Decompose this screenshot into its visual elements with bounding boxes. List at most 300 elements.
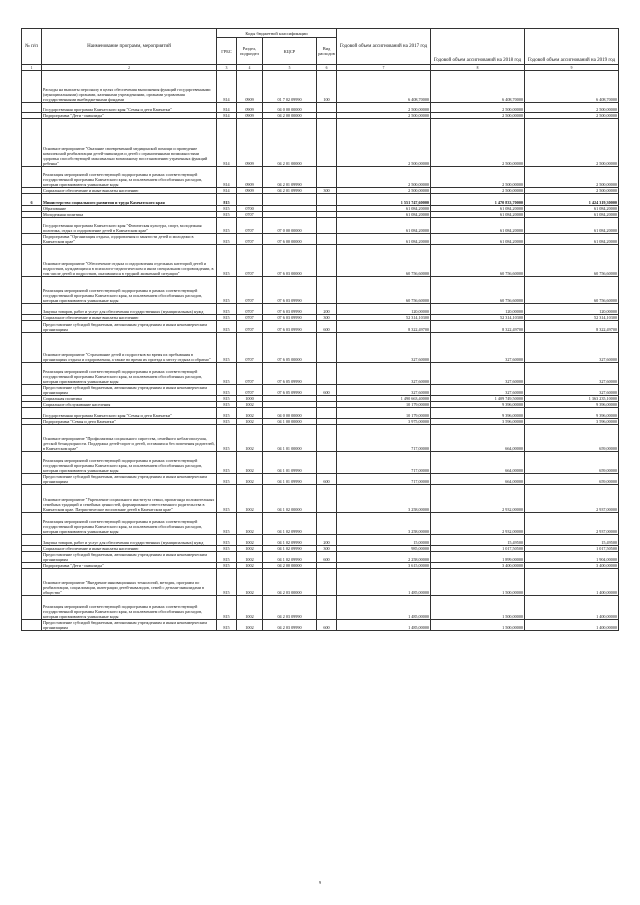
header-ksr: КЦСР [263, 38, 317, 65]
row-amount-2019: 659,00000 [525, 474, 619, 485]
row-grbs: 815 [217, 363, 237, 385]
row-amount-2017: 10 179,00000 [337, 402, 431, 408]
row-amount-2017: 2 500,00000 [337, 113, 431, 119]
row-number [22, 363, 42, 385]
row-razdel: 1002 [237, 546, 263, 552]
row-amount-2019: 1 400,00000 [525, 620, 619, 631]
budget-table [21, 28, 619, 631]
table-row [22, 425, 619, 452]
row-amount-2019: 61 084,20000 [525, 218, 619, 234]
row-name: Подпрограмма "Семья и дети Камчатки" [42, 419, 217, 425]
table-row [22, 596, 619, 620]
row-amount-2017: 717,00000 [337, 474, 431, 485]
row-amount-2018: 327,60000 [431, 333, 525, 363]
row-razdel: 0707 [237, 385, 263, 396]
row-amount-2017: 10 179,00000 [337, 408, 431, 419]
row-ksr: 07 6 00 00000 [263, 234, 317, 245]
budget-table-sheet [21, 28, 618, 631]
row-amount-2018: 15,49500 [431, 535, 525, 546]
row-name: Социальное обеспечение и иные выплаты населению [42, 188, 217, 194]
table-row [22, 552, 619, 563]
row-name: Расходы на выплаты персоналу в целях обеспечения выполнения функций государственными (муниципальными) органами, казенными учреждениями, органами управления государственными внебюджетными фондами [42, 71, 217, 103]
page-number: 9 [318, 880, 322, 885]
row-number [22, 119, 42, 167]
row-amount-2017: 1 551 747,60000 [337, 194, 431, 206]
row-amount-2018: 664,00000 [431, 474, 525, 485]
row-grbs: 815 [217, 206, 237, 212]
table-row [22, 408, 619, 419]
table-row [22, 304, 619, 315]
row-razdel: 0909 [237, 113, 263, 119]
row-number [22, 234, 42, 245]
row-amount-2018: 664,00000 [431, 452, 525, 474]
row-amount-2017: 61 084,20000 [337, 206, 431, 212]
row-name: Государственная программа Камчатского края "Физическая культура, спорт, молодежная политика, отдых и оздоровление детей в Камчатском крае" [42, 218, 217, 234]
row-razdel: 1002 [237, 425, 263, 452]
row-amount-2019: 52 314,10300 [525, 315, 619, 321]
row-razdel: 0909 [237, 71, 263, 103]
row-grbs: 815 [217, 569, 237, 596]
row-grbs: 815 [217, 245, 237, 277]
row-ksr: 07 6 03 09990 [263, 315, 317, 321]
row-vr: 100 [317, 71, 337, 103]
row-razdel: 0909 [237, 119, 263, 167]
row-grbs: 815 [217, 396, 237, 402]
row-amount-2017: 61 084,20000 [337, 218, 431, 234]
row-name: Подпрограмма "Организация отдыха, оздоровления и занятости детей и молодежи в Камчатском крае" [42, 234, 217, 245]
row-amount-2018: 1 500,00000 [431, 596, 525, 620]
column-index: 2 [42, 65, 217, 71]
row-name: Закупка товаров, работ и услуг для обеспечения государственных (муниципальных) нужд [42, 535, 217, 546]
row-amount-2019: 61 084,20000 [525, 212, 619, 218]
row-amount-2018: 3 400,00000 [431, 563, 525, 569]
row-amount-2018: 1 500,00000 [431, 620, 525, 631]
row-vr [317, 245, 337, 277]
table-row [22, 485, 619, 513]
row-vr [317, 485, 337, 513]
row-amount-2019: 659,00000 [525, 425, 619, 452]
row-ksr: 04 1 00 00000 [263, 419, 317, 425]
row-razdel: 1002 [237, 419, 263, 425]
row-grbs: 815 [217, 452, 237, 474]
header-2017: Годовой объем ассигнований на 2017 год [337, 29, 431, 65]
row-amount-2018: 61 084,20000 [431, 234, 525, 245]
row-vr [317, 425, 337, 452]
row-amount-2018: 6 408,70000 [431, 71, 525, 103]
row-amount-2019: 6 408,70000 [525, 71, 619, 103]
row-grbs: 814 [217, 103, 237, 113]
row-ksr: 07 6 03 00000 [263, 245, 317, 277]
row-razdel: 0700 [237, 206, 263, 212]
row-amount-2018: 9 396,00000 [431, 402, 525, 408]
row-amount-2017: 3 258,00000 [337, 485, 431, 513]
row-ksr: 04 1 01 09990 [263, 474, 317, 485]
row-ksr: 04 2 00 00000 [263, 563, 317, 569]
row-amount-2018: 61 084,20000 [431, 212, 525, 218]
row-amount-2017: 61 084,20000 [337, 212, 431, 218]
row-grbs: 815 [217, 402, 237, 408]
row-razdel: 0909 [237, 167, 263, 188]
header-2018: Годовой объем ассигнований на 2018 год [431, 29, 525, 65]
row-amount-2019: 61 084,20000 [525, 206, 619, 212]
row-vr [317, 333, 337, 363]
row-number [22, 620, 42, 631]
row-razdel: 1002 [237, 620, 263, 631]
row-number [22, 304, 42, 315]
row-amount-2017: 1 490 663,40000 [337, 396, 431, 402]
row-grbs: 815 [217, 425, 237, 452]
row-ksr: 04 2 03 09990 [263, 620, 317, 631]
row-amount-2018: 60 756,60000 [431, 277, 525, 304]
row-amount-2019: 8 322,49700 [525, 321, 619, 333]
row-name: Социальное обеспечение и иные выплаты населению [42, 315, 217, 321]
row-razdel: 0707 [237, 234, 263, 245]
row-amount-2019: 1 017,50500 [525, 546, 619, 552]
row-amount-2018: 8 322,49700 [431, 321, 525, 333]
row-grbs: 815 [217, 408, 237, 419]
row-name: Образование [42, 206, 217, 212]
row-name: Реализация мероприятий соответствующей подпрограммы в рамках соответствующей государственной программы Камчатского края, за исключением обособленных расходов, которым присваиваются уникальные коды [42, 167, 217, 188]
row-amount-2017: 1 485,00000 [337, 620, 431, 631]
row-number: 6 [22, 194, 42, 206]
row-name: Молодежная политика [42, 212, 217, 218]
row-razdel: 1002 [237, 408, 263, 419]
row-name: Основное мероприятие "Внедрение инновационных технологий, методик, программ по реабилитации, социализации, интеграции детей-инвалидов, семей с детьми-инвалидами в общество" [42, 569, 217, 596]
row-grbs: 815 [217, 304, 237, 315]
table-row [22, 234, 619, 245]
row-razdel: 0707 [237, 218, 263, 234]
table-row [22, 167, 619, 188]
row-name: Основное мероприятие "Оказание своевременной медицинской помощи и проведение комплексной реабилитации детей-инвалидов и детей с ограниченными возможностями здоровья способствующей максимально возможному восстановлению утраченных функций ребенка" [42, 119, 217, 167]
row-amount-2017: 717,00000 [337, 452, 431, 474]
row-ksr: 04 0 00 00000 [263, 408, 317, 419]
row-amount-2018: 664,00000 [431, 425, 525, 452]
row-amount-2017: 3 258,00000 [337, 513, 431, 535]
row-grbs: 814 [217, 113, 237, 119]
row-amount-2019: 2 500,00000 [525, 113, 619, 119]
row-vr [317, 234, 337, 245]
row-ksr: 04 1 02 09990 [263, 513, 317, 535]
row-razdel: 1002 [237, 474, 263, 485]
row-grbs: 815 [217, 321, 237, 333]
row-name: Реализация мероприятий соответствующей подпрограммы в рамках соответствующей государственной программы Камчатского края, за исключением обособленных расходов, которым присваиваются уникальные коды [42, 277, 217, 304]
row-vr: 300 [317, 188, 337, 194]
row-grbs: 815 [217, 563, 237, 569]
row-amount-2019: 60 756,60000 [525, 277, 619, 304]
row-vr [317, 408, 337, 419]
row-ksr: 04 2 00 00000 [263, 113, 317, 119]
row-amount-2018: 2 500,00000 [431, 188, 525, 194]
row-ksr: 04 2 03 09990 [263, 596, 317, 620]
row-name: Предоставление субсидий бюджетным, автономным учреждениям и иным некоммерческим организациям [42, 620, 217, 631]
row-amount-2017: 2 500,00000 [337, 188, 431, 194]
row-grbs: 815 [217, 333, 237, 363]
row-number [22, 552, 42, 563]
row-ksr: 04 1 01 00000 [263, 425, 317, 452]
row-name: Социальное обеспечение и иные выплаты населению [42, 546, 217, 552]
table-row [22, 333, 619, 363]
row-razdel: 0707 [237, 363, 263, 385]
row-amount-2017: 1 485,00000 [337, 596, 431, 620]
row-name: Социальная политика [42, 396, 217, 402]
row-name: Реализация мероприятий соответствующей подпрограммы в рамках соответствующей государственной программы Камчатского края, за исключением обособленных расходов, которым присваиваются уникальные коды [42, 363, 217, 385]
header-razdel: Раздел, подраздел [237, 38, 263, 65]
row-vr [317, 119, 337, 167]
row-amount-2017: 52 314,10300 [337, 315, 431, 321]
row-ksr: 07 6 05 00000 [263, 333, 317, 363]
row-ksr: 07 6 05 09990 [263, 385, 317, 396]
row-vr: 600 [317, 474, 337, 485]
row-amount-2019: 3 596,00000 [525, 419, 619, 425]
row-ksr: 07 6 03 09990 [263, 321, 317, 333]
row-number [22, 452, 42, 474]
row-amount-2017: 60 756,60000 [337, 245, 431, 277]
row-number [22, 218, 42, 234]
row-razdel: 0707 [237, 304, 263, 315]
row-amount-2019: 15,49500 [525, 535, 619, 546]
row-ksr: 04 2 01 00000 [263, 119, 317, 167]
row-grbs: 814 [217, 119, 237, 167]
row-grbs: 815 [217, 194, 237, 206]
row-grbs: 815 [217, 212, 237, 218]
row-name: Подпрограмма "Дети - инвалиды" [42, 113, 217, 119]
row-number [22, 596, 42, 620]
header-num: № п/п [22, 29, 42, 65]
row-razdel: 0707 [237, 315, 263, 321]
row-amount-2019: 2 937,00000 [525, 485, 619, 513]
row-vr [317, 277, 337, 304]
row-amount-2019: 1 363 235,10000 [525, 396, 619, 402]
row-name: Основное мероприятие "Профилактика социального сиротства, семейного неблагополучия, детской безнадзорности. Поддержка детей-сирот и детей, оставшихся без попечения родителей, в Камчатском крае" [42, 425, 217, 452]
row-amount-2017: 327,60000 [337, 363, 431, 385]
row-amount-2018: 2 500,00000 [431, 167, 525, 188]
row-grbs: 815 [217, 513, 237, 535]
row-vr [317, 363, 337, 385]
row-amount-2019: 327,60000 [525, 385, 619, 396]
table-row [22, 620, 619, 631]
table-row [22, 218, 619, 234]
header-codes: Коды бюджетной классификации [217, 29, 337, 38]
row-ksr: 07 0 00 00000 [263, 218, 317, 234]
table-row [22, 71, 619, 103]
row-number [22, 408, 42, 419]
row-grbs: 815 [217, 277, 237, 304]
row-number [22, 167, 42, 188]
row-name: Предоставление субсидий бюджетным, автономным учреждениям и иным некоммерческим организациям [42, 552, 217, 563]
row-grbs: 815 [217, 620, 237, 631]
row-name: Государственная программа Камчатского края "Семья и дети Камчатки" [42, 103, 217, 113]
header-name: Наименование программ, мероприятий [42, 29, 217, 65]
row-amount-2019: 2 500,00000 [525, 103, 619, 113]
row-number [22, 321, 42, 333]
row-grbs: 815 [217, 552, 237, 563]
row-amount-2017: 6 408,70000 [337, 71, 431, 103]
row-razdel: 0707 [237, 277, 263, 304]
row-vr: 300 [317, 546, 337, 552]
row-amount-2018: 2 500,00000 [431, 119, 525, 167]
row-ksr: 04 1 02 09990 [263, 546, 317, 552]
row-razdel: 1002 [237, 552, 263, 563]
row-amount-2018: 327,60000 [431, 363, 525, 385]
row-amount-2018: 1 470 833,70000 [431, 194, 525, 206]
header-2019: Годовой объем ассигнований на 2019 год [525, 29, 619, 65]
row-amount-2017: 2 500,00000 [337, 119, 431, 167]
row-amount-2018: 1 409 749,50000 [431, 396, 525, 402]
row-vr [317, 513, 337, 535]
row-razdel: 1002 [237, 535, 263, 546]
row-number [22, 103, 42, 113]
row-grbs: 815 [217, 385, 237, 396]
row-razdel [237, 194, 263, 206]
row-grbs: 814 [217, 71, 237, 103]
header-grbs: ГРБС [217, 38, 237, 65]
row-razdel: 0707 [237, 333, 263, 363]
row-amount-2019: 1 424 319,30000 [525, 194, 619, 206]
table-row [22, 277, 619, 304]
row-amount-2019: 327,60000 [525, 363, 619, 385]
row-name: Основное мероприятие "Укрепление социального института семьи, пропаганда положительных семейных традиций и семейных ценностей, формирование ответственного родительства в Камчатском крае. Патриотическое воспитание детей в Камчатском крае" [42, 485, 217, 513]
row-amount-2018: 1 500,00000 [431, 569, 525, 596]
row-razdel: 1002 [237, 563, 263, 569]
row-number [22, 535, 42, 546]
row-grbs: 815 [217, 315, 237, 321]
row-amount-2018: 120,00000 [431, 304, 525, 315]
table-row [22, 452, 619, 474]
row-number [22, 485, 42, 513]
row-name: Предоставление субсидий бюджетным, автономным учреждениям и иным некоммерческим организациям [42, 321, 217, 333]
column-index: 6 [317, 65, 337, 71]
table-body [22, 71, 619, 631]
row-razdel: 1002 [237, 402, 263, 408]
row-amount-2019: 9 396,00000 [525, 402, 619, 408]
table-row [22, 245, 619, 277]
row-number [22, 513, 42, 535]
row-amount-2017: 60 756,60000 [337, 277, 431, 304]
row-amount-2019: 61 084,20000 [525, 234, 619, 245]
row-ksr [263, 194, 317, 206]
table-row [22, 103, 619, 113]
column-index: 4 [237, 65, 263, 71]
row-number [22, 71, 42, 103]
row-vr [317, 596, 337, 620]
row-ksr: 07 6 05 09990 [263, 363, 317, 385]
row-amount-2018: 2 500,00000 [431, 113, 525, 119]
row-vr: 600 [317, 321, 337, 333]
row-razdel: 0707 [237, 321, 263, 333]
row-amount-2019: 120,00000 [525, 304, 619, 315]
row-amount-2017: 327,60000 [337, 333, 431, 363]
row-grbs: 815 [217, 234, 237, 245]
row-number [22, 245, 42, 277]
row-amount-2018: 2 932,00000 [431, 513, 525, 535]
row-vr [317, 167, 337, 188]
row-grbs: 815 [217, 485, 237, 513]
row-ksr: 04 0 00 00000 [263, 103, 317, 113]
row-amount-2017: 15,00000 [337, 535, 431, 546]
row-vr: 600 [317, 620, 337, 631]
row-amount-2019: 60 756,60000 [525, 245, 619, 277]
row-name: Социальное обслуживание населения [42, 402, 217, 408]
table-row [22, 385, 619, 396]
table-row [22, 535, 619, 546]
row-amount-2018: 2 932,00000 [431, 485, 525, 513]
row-number [22, 569, 42, 596]
row-number [22, 474, 42, 485]
row-razdel: 0909 [237, 103, 263, 113]
row-ksr: 07 6 03 09990 [263, 304, 317, 315]
row-amount-2018: 52 314,10300 [431, 315, 525, 321]
header-vr: Вид расходов [317, 38, 337, 65]
row-amount-2017: 2 500,00000 [337, 167, 431, 188]
row-ksr: 04 1 02 09990 [263, 535, 317, 546]
row-razdel: 1002 [237, 569, 263, 596]
row-grbs: 815 [217, 474, 237, 485]
table-row [22, 513, 619, 535]
row-ksr: 04 2 03 00000 [263, 569, 317, 596]
row-amount-2018: 9 396,00000 [431, 408, 525, 419]
row-grbs: 815 [217, 596, 237, 620]
row-grbs: 815 [217, 218, 237, 234]
row-amount-2017: 2 258,00000 [337, 552, 431, 563]
row-amount-2017: 1 485,00000 [337, 569, 431, 596]
table-row [22, 194, 619, 206]
row-razdel: 1002 [237, 596, 263, 620]
table-row [22, 119, 619, 167]
row-amount-2018: 2 500,00000 [431, 103, 525, 113]
row-amount-2017: 3 975,00000 [337, 419, 431, 425]
column-index: 3 [217, 65, 237, 71]
row-ksr: 01 7 02 09990 [263, 71, 317, 103]
row-amount-2017: 327,60000 [337, 385, 431, 396]
row-amount-2019: 2 500,00000 [525, 188, 619, 194]
row-name: Реализация мероприятий соответствующей подпрограммы в рамках соответствующей государственной программы Камчатского края, за исключением обособленных расходов, которым присваиваются уникальные коды [42, 596, 217, 620]
row-ksr: 04 2 01 09990 [263, 188, 317, 194]
table-row [22, 569, 619, 596]
row-amount-2019: 2 500,00000 [525, 119, 619, 167]
row-amount-2017: 985,00000 [337, 546, 431, 552]
column-index: 8 [431, 65, 525, 71]
row-grbs: 814 [217, 188, 237, 194]
row-amount-2019: 3 400,00000 [525, 563, 619, 569]
row-razdel: 1002 [237, 513, 263, 535]
row-name: Закупка товаров, работ и услуг для обеспечения государственных (муниципальных) нужд [42, 304, 217, 315]
row-amount-2017: 120,00000 [337, 304, 431, 315]
row-amount-2019: 2 937,00000 [525, 513, 619, 535]
row-amount-2018: 1 017,50500 [431, 546, 525, 552]
row-amount-2017: 3 615,00000 [337, 563, 431, 569]
row-amount-2017: 8 322,49700 [337, 321, 431, 333]
row-amount-2019: 659,00000 [525, 452, 619, 474]
row-razdel: 0909 [237, 188, 263, 194]
row-vr [317, 103, 337, 113]
row-name: Реализация мероприятий соответствующей подпрограммы в рамках соответствующей государственной программы Камчатского края, за исключением обособленных расходов, которым присваиваются уникальные коды [42, 452, 217, 474]
row-grbs: 815 [217, 546, 237, 552]
row-vr [317, 452, 337, 474]
row-vr [317, 569, 337, 596]
row-amount-2018: 327,60000 [431, 385, 525, 396]
row-ksr: 07 6 03 09990 [263, 277, 317, 304]
row-vr: 600 [317, 385, 337, 396]
row-name: Предоставление субсидий бюджетным, автономным учреждениям и иным некоммерческим организациям [42, 474, 217, 485]
row-vr: 200 [317, 535, 337, 546]
row-amount-2019: 9 396,00000 [525, 408, 619, 419]
table-row [22, 363, 619, 385]
row-amount-2019: 2 500,00000 [525, 167, 619, 188]
row-amount-2018: 61 084,20000 [431, 206, 525, 212]
row-number [22, 425, 42, 452]
row-vr: 300 [317, 315, 337, 321]
row-grbs: 814 [217, 167, 237, 188]
